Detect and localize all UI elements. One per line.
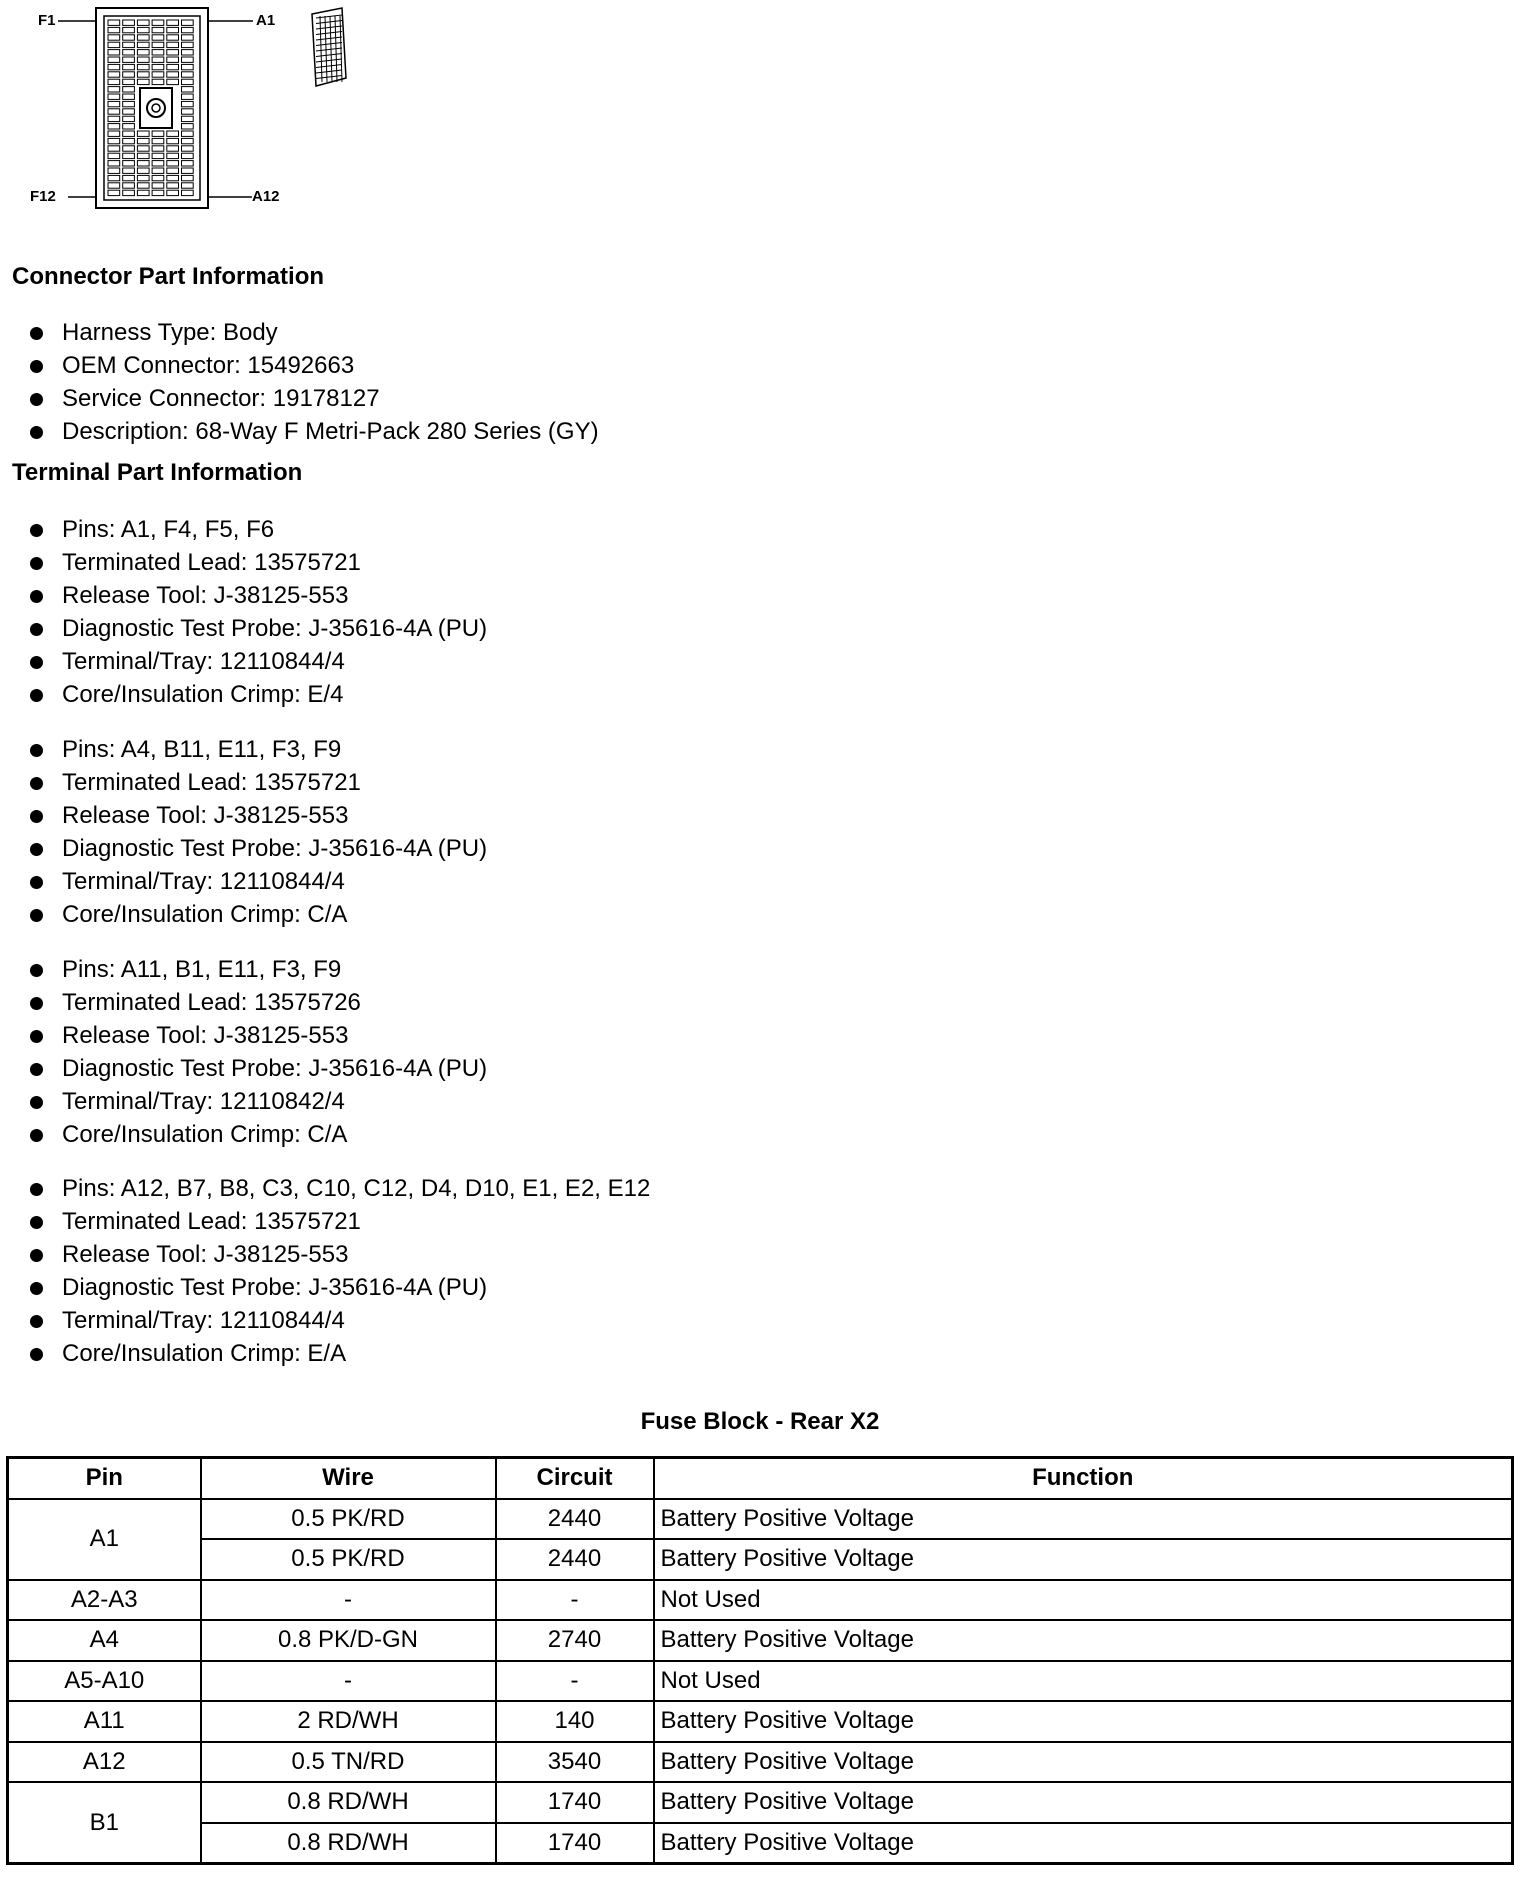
cell-circuit: 1740: [496, 1782, 654, 1823]
table-row: [8, 1701, 1513, 1742]
cell-circuit: 2440: [496, 1499, 654, 1540]
table-header-row: [8, 1458, 1513, 1499]
list-item: Terminal/Tray: 12110844/4: [30, 865, 930, 898]
cell-circuit: 2740: [496, 1620, 654, 1661]
list-item: Terminated Lead: 13575721: [30, 546, 930, 579]
list-item: Terminated Lead: 13575726: [30, 986, 930, 1019]
list-item: Pins: A12, B7, B8, C3, C10, C12, D4, D10, E1, E2, E12: [30, 1172, 930, 1205]
cell-circuit: 2440: [496, 1539, 654, 1580]
list-item: Core/Insulation Crimp: C/A: [30, 1118, 930, 1151]
table-row: [8, 1580, 1513, 1621]
list-item: Core/Insulation Crimp: E/A: [30, 1337, 930, 1370]
terminal-info-heading: Terminal Part Information: [12, 459, 303, 486]
label-a1: A1: [256, 12, 276, 29]
terminal-group-3: [30, 953, 930, 1151]
cell-wire: 0.8 RD/WH: [201, 1782, 496, 1823]
list-item: Diagnostic Test Probe: J-35616-4A (PU): [30, 832, 930, 865]
cell-pin: A5-A10: [8, 1661, 201, 1702]
list-item: Terminal/Tray: 12110844/4: [30, 1304, 930, 1337]
cell-function: Battery Positive Voltage: [654, 1823, 1513, 1864]
connector-info-heading: Connector Part Information: [12, 263, 325, 290]
list-item: Service Connector: 19178127: [30, 382, 930, 415]
terminal-group-4: [30, 1172, 930, 1370]
list-item: Pins: A11, B1, E11, F3, F9: [30, 953, 930, 986]
connector-info-list: [30, 316, 930, 448]
list-item: Core/Insulation Crimp: C/A: [30, 898, 930, 931]
list-item: OEM Connector: 15492663: [30, 349, 930, 382]
connector-face-illustration: [0, 0, 400, 230]
cell-function: Battery Positive Voltage: [654, 1539, 1513, 1580]
table-row: [8, 1620, 1513, 1661]
cell-function: Not Used: [654, 1661, 1513, 1702]
list-item: Pins: A1, F4, F5, F6: [30, 513, 930, 546]
cell-wire: -: [201, 1580, 496, 1621]
cell-function: Battery Positive Voltage: [654, 1620, 1513, 1661]
list-item: Terminated Lead: 13575721: [30, 766, 930, 799]
header-function: Function: [654, 1458, 1513, 1499]
cell-wire: 0.5 TN/RD: [201, 1742, 496, 1783]
list-item: Core/Insulation Crimp: E/4: [30, 678, 930, 711]
list-item: Harness Type: Body: [30, 316, 930, 349]
list-item: Diagnostic Test Probe: J-35616-4A (PU): [30, 1271, 930, 1304]
cell-pin: B1: [8, 1782, 201, 1864]
cell-wire: 0.5 PK/RD: [201, 1499, 496, 1540]
list-item: Description: 68-Way F Metri-Pack 280 Series (GY): [30, 415, 930, 448]
cell-circuit: 1740: [496, 1823, 654, 1864]
header-circuit: Circuit: [496, 1458, 654, 1499]
cell-wire: 0.8 PK/D-GN: [201, 1620, 496, 1661]
table-title: Fuse Block - Rear X2: [640, 1408, 880, 1435]
cell-wire: -: [201, 1661, 496, 1702]
cell-function: Battery Positive Voltage: [654, 1701, 1513, 1742]
cell-wire: 0.5 PK/RD: [201, 1539, 496, 1580]
table-row: [8, 1742, 1513, 1783]
label-a12: A12: [252, 188, 280, 205]
list-item: Terminated Lead: 13575721: [30, 1205, 930, 1238]
table-row: [8, 1499, 1513, 1540]
cell-pin: A1: [8, 1499, 201, 1580]
cell-circuit: 140: [496, 1701, 654, 1742]
cell-circuit: 3540: [496, 1742, 654, 1783]
cell-wire: 2 RD/WH: [201, 1701, 496, 1742]
cell-circuit: -: [496, 1580, 654, 1621]
terminal-group-1: [30, 513, 930, 711]
cell-pin: A4: [8, 1620, 201, 1661]
cell-pin: A12: [8, 1742, 201, 1783]
pinout-table: [6, 1456, 1514, 1865]
header-pin: Pin: [8, 1458, 201, 1499]
list-item: Release Tool: J-38125-553: [30, 1238, 930, 1271]
list-item: Terminal/Tray: 12110842/4: [30, 1085, 930, 1118]
list-item: Release Tool: J-38125-553: [30, 579, 930, 612]
list-item: Pins: A4, B11, E11, F3, F9: [30, 733, 930, 766]
cell-wire: 0.8 RD/WH: [201, 1823, 496, 1864]
cell-circuit: -: [496, 1661, 654, 1702]
cell-pin: A11: [8, 1701, 201, 1742]
table-row: [8, 1823, 1513, 1864]
connector-diagram: [0, 0, 400, 230]
terminal-group-2: [30, 733, 930, 931]
table-row: [8, 1539, 1513, 1580]
cell-function: Not Used: [654, 1580, 1513, 1621]
list-item: Terminal/Tray: 12110844/4: [30, 645, 930, 678]
list-item: Diagnostic Test Probe: J-35616-4A (PU): [30, 612, 930, 645]
cell-function: Battery Positive Voltage: [654, 1499, 1513, 1540]
list-item: Diagnostic Test Probe: J-35616-4A (PU): [30, 1052, 930, 1085]
cell-function: Battery Positive Voltage: [654, 1782, 1513, 1823]
list-item: Release Tool: J-38125-553: [30, 799, 930, 832]
list-item: Release Tool: J-38125-553: [30, 1019, 930, 1052]
table-row: [8, 1661, 1513, 1702]
cell-pin: A2-A3: [8, 1580, 201, 1621]
header-wire: Wire: [201, 1458, 496, 1499]
table-row: [8, 1782, 1513, 1823]
cell-function: Battery Positive Voltage: [654, 1742, 1513, 1783]
label-f12: F12: [30, 188, 56, 205]
label-f1: F1: [38, 12, 56, 29]
